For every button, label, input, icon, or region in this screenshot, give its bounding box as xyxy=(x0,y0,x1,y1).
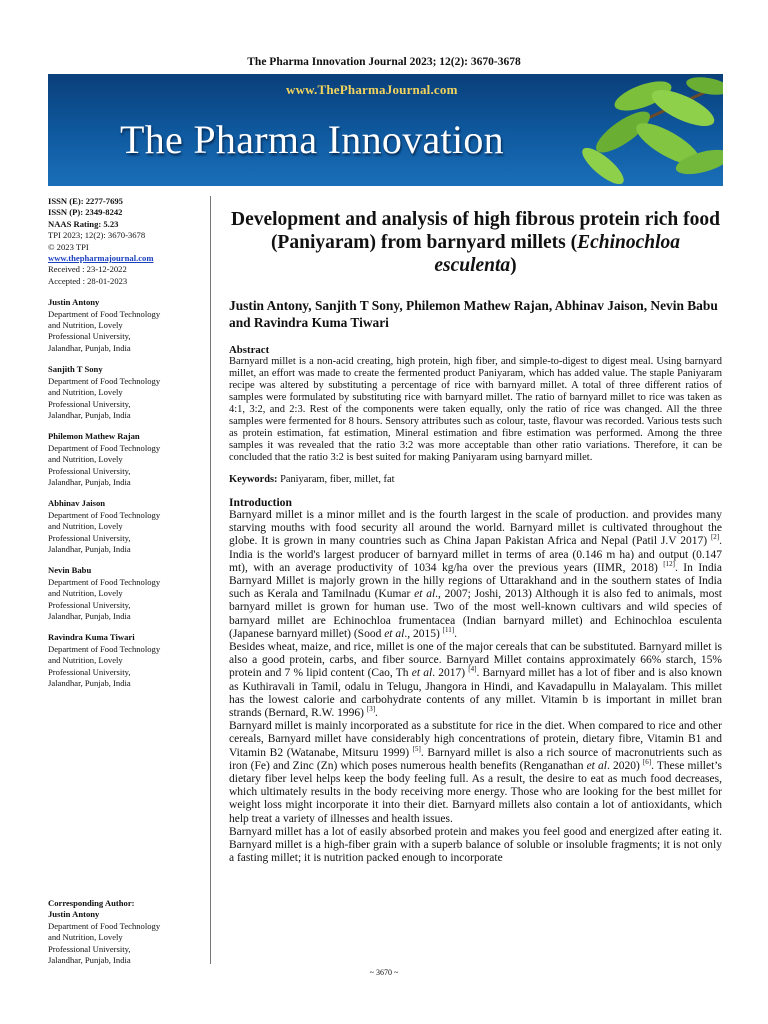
journal-url[interactable]: www.ThePharmaJournal.com xyxy=(286,82,458,97)
paragraph: Barnyard millet has a lot of easily absorbed protein and makes you feel good and energized after eating it. Barnyard millet is a high-fiber grain with a superb balance of soluble or insoluble fragments; it is not only a fasting millet; it is nutrition packed enough to incorporate xyxy=(229,825,722,865)
corresponding-name: Justin Antony xyxy=(48,909,100,920)
affiliation-block xyxy=(48,632,210,689)
affiliation-line: Jalandhar, Punjab, India xyxy=(48,342,131,353)
copyright: © 2023 TPI xyxy=(48,241,89,252)
affiliation-line: Professional University, xyxy=(48,532,131,543)
corresponding-line: and Nutrition, Lovely xyxy=(48,932,123,943)
journal-meta xyxy=(48,196,210,287)
naas-rating: NAAS Rating: 5.23 xyxy=(48,218,119,229)
paragraph: Barnyard millet is a minor millet and is the fourth largest in the scale of production. and provides many starving mouths with food security all around the world. Barnyard millet is cultivated throughout the globe. It is grown in many countries such as China Japan Pakistan Africa and Nepal (Patil J.V 2017) [2]. India is the world's largest producer of barnyard millet in terms of area (0.146 m ha) and output (0.147 mt), with an average productivity of 1034 kg/ha over the previous years (IIMR, 2018) [12]. In India Barnyard Millet is majorly grown in the hilly regions of Uttarakhand and in the southern states of India such as Kerala and Tamilnadu (Kumar et al., 2007; Joshi, 2013) Although it is also fed to animals, most barnyard millet is grown for human use. Two of the most well-known cultivars and wild species of barnyard millet are Echinochloa frumentacea (Indian barnyard millet) and Echinochloa esculenta (Japanese barnyard millet) (Sood et al., 2015) [11]. xyxy=(229,509,722,640)
affiliation-line: Jalandhar, Punjab, India xyxy=(48,611,131,621)
affiliation-line: Professional University, xyxy=(48,465,131,476)
column-divider xyxy=(210,196,211,964)
affiliation-block xyxy=(48,498,210,555)
paragraph: Besides wheat, maize, and rice, millet is one of the major cereals that can be substituted. Barnyard millet is also a good protein, carbs, and fiber source. Barnyard Millet contains approximately 66% starch, 15% protein and 7 % lipid content (Cao, Th et al. 2017) [4]. Barnyard millet has a lot of fiber and is also known as Kuthiravali in Tamil, odalu in Telugu, Jhangora in Hindi, and Kavadapullu in Malayalam. This millet has the lowest calorie and carbohydrate contents of any millet. Vitamin b is important in millet bran strands (Bernard, R.W. 1996) [3]. xyxy=(229,641,722,720)
running-head: The Pharma Innovation Journal 2023; 12(2): 3670-3678 xyxy=(247,56,521,68)
abstract-heading: Abstract xyxy=(229,344,270,356)
affiliation-line: Department of Food Technology xyxy=(48,308,161,319)
affiliation-line: and Nutrition, Lovely xyxy=(48,387,123,398)
keywords: Keywords: Paniyaram, fiber, millet, fat xyxy=(229,474,395,485)
affiliation-block xyxy=(48,565,210,622)
issn-p: ISSN (P): 2349-8242 xyxy=(48,207,123,218)
affiliation-author-name: Justin Antony xyxy=(48,297,100,308)
main-column xyxy=(229,208,722,865)
journal-title: The Pharma Innovation xyxy=(120,117,504,162)
abstract-text: Barnyard millet is a non-acid creating, high protein, high fiber, and simple-to-digest to digest meal. Using barnyard millet, an effort was made to create the fermented product Paniyaram, which has added value. The staple Paniyaram recipe was altered by substituting a percentage of rice with barnyard millet. A total of three different ratios of samples were formulated by substituting rice with barnyard millet. The ratio of barnyard millet to rice was taken as 4:1, 3:2, and 2:3. Rest of the components were taken equally, only the ratio of rice was changed. All the three samples were fermented for 8 hours. Sensory attributes such as colour, taste, flavour was recorded. Various tests such as protein estimation, fat estimation, Mineral estimation and fibre estimation was performed. Among the three samples it was revealed that the ratio 3:2 was more acceptable than other ratio variations. Therefore, it can be concluded that the ratio 3:2 is best suited for making Paniyaram using barnyard millet. xyxy=(229,356,722,463)
sidebar xyxy=(48,196,210,689)
affiliation-line: Professional University, xyxy=(48,599,131,610)
affiliation-author-name: Ravindra Kuma Tiwari xyxy=(48,632,135,643)
affiliation-block xyxy=(48,431,210,488)
affiliation-line: Department of Food Technology xyxy=(48,509,161,520)
accepted-date: Accepted : 28-01-2023 xyxy=(48,275,128,286)
affiliation-line: and Nutrition, Lovely xyxy=(48,320,123,331)
affiliation-line: Professional University, xyxy=(48,331,131,342)
affiliation-line: Department of Food Technology xyxy=(48,576,161,587)
affiliation-line: Jalandhar, Punjab, India xyxy=(48,476,131,487)
paragraph: Barnyard millet is mainly incorporated as a substitute for rice in the diet. When compared to rice and other cereals, Barnyard millet have considerably high concentrations of protein, dietary fibre, Vitamin B1 and Vitamin B2 (Watanabe, Mitsuru 1999) [5]. Barnyard millet is also a rich source of macronutrients such as iron (Fe) and Zinc (Zn) which poses numerous health benefits (Renganathan et al. 2020) [6]. These millet’s dietary fiber level helps keep the body feeling full. As a result, the desire to eat as much food decreases, which ultimately results in the body receiving more energy. Those who are looking for the best millet for weight loss might incorporate it into their diet. Barnyard millets also contain a lot of antioxidants, which help treat a variety of illnesses and health issues. xyxy=(229,720,722,825)
affiliation-line: and Nutrition, Lovely xyxy=(48,454,123,465)
tpi-citation: TPI 2023; 12(2): 3670-3678 xyxy=(48,230,146,241)
affiliation-line: Department of Food Technology xyxy=(48,375,161,386)
affiliation-line: Jalandhar, Punjab, India xyxy=(48,409,131,420)
corresponding-heading: Corresponding Author: xyxy=(48,898,135,908)
affiliation-line: Professional University, xyxy=(48,666,131,677)
corresponding-line: Professional University, xyxy=(48,943,131,954)
corresponding-line: Department of Food Technology xyxy=(48,920,161,931)
leaves-illustration xyxy=(493,74,723,186)
affiliation-block xyxy=(48,364,210,421)
affiliation-line: Department of Food Technology xyxy=(48,442,161,453)
introduction-body xyxy=(229,509,722,865)
corresponding-author xyxy=(48,898,210,966)
affiliation-line: Jalandhar, Punjab, India xyxy=(48,678,131,689)
affiliation-line: and Nutrition, Lovely xyxy=(48,588,123,599)
affiliation-line: Department of Food Technology xyxy=(48,643,161,654)
journal-banner xyxy=(48,74,723,186)
paper-title: Development and analysis of high fibrous protein rich food (Paniyaram) from barnyard millets (Echinochloa esculenta) xyxy=(230,209,720,276)
issn-e: ISSN (E): 2277-7695 xyxy=(48,196,123,206)
affiliation-line: and Nutrition, Lovely xyxy=(48,655,123,666)
corresponding-line: Jalandhar, Punjab, India xyxy=(48,955,131,966)
affiliation-author-name: Sanjith T Sony xyxy=(48,364,103,375)
author-list: Justin Antony, Sanjith T Sony, Philemon Mathew Rajan, Abhinav Jaison, Nevin Babu and Ravindra Kuma Tiwari xyxy=(229,298,718,330)
affiliation-block xyxy=(48,297,210,354)
received-date: Received : 23-12-2022 xyxy=(48,264,127,275)
affiliation-author-name: Abhinav Jaison xyxy=(48,498,106,509)
affiliation-author-name: Nevin Babu xyxy=(48,565,92,576)
affiliation-line: Professional University, xyxy=(48,398,131,409)
affiliation-list xyxy=(48,297,210,689)
affiliation-line: and Nutrition, Lovely xyxy=(48,521,123,532)
introduction-heading: Introduction xyxy=(229,496,292,509)
page-number: ~ 3670 ~ xyxy=(369,968,399,977)
journal-site-link[interactable]: www.thepharmajournal.com xyxy=(48,253,154,264)
affiliation-author-name: Philemon Mathew Rajan xyxy=(48,431,140,442)
affiliation-line: Jalandhar, Punjab, India xyxy=(48,543,131,554)
